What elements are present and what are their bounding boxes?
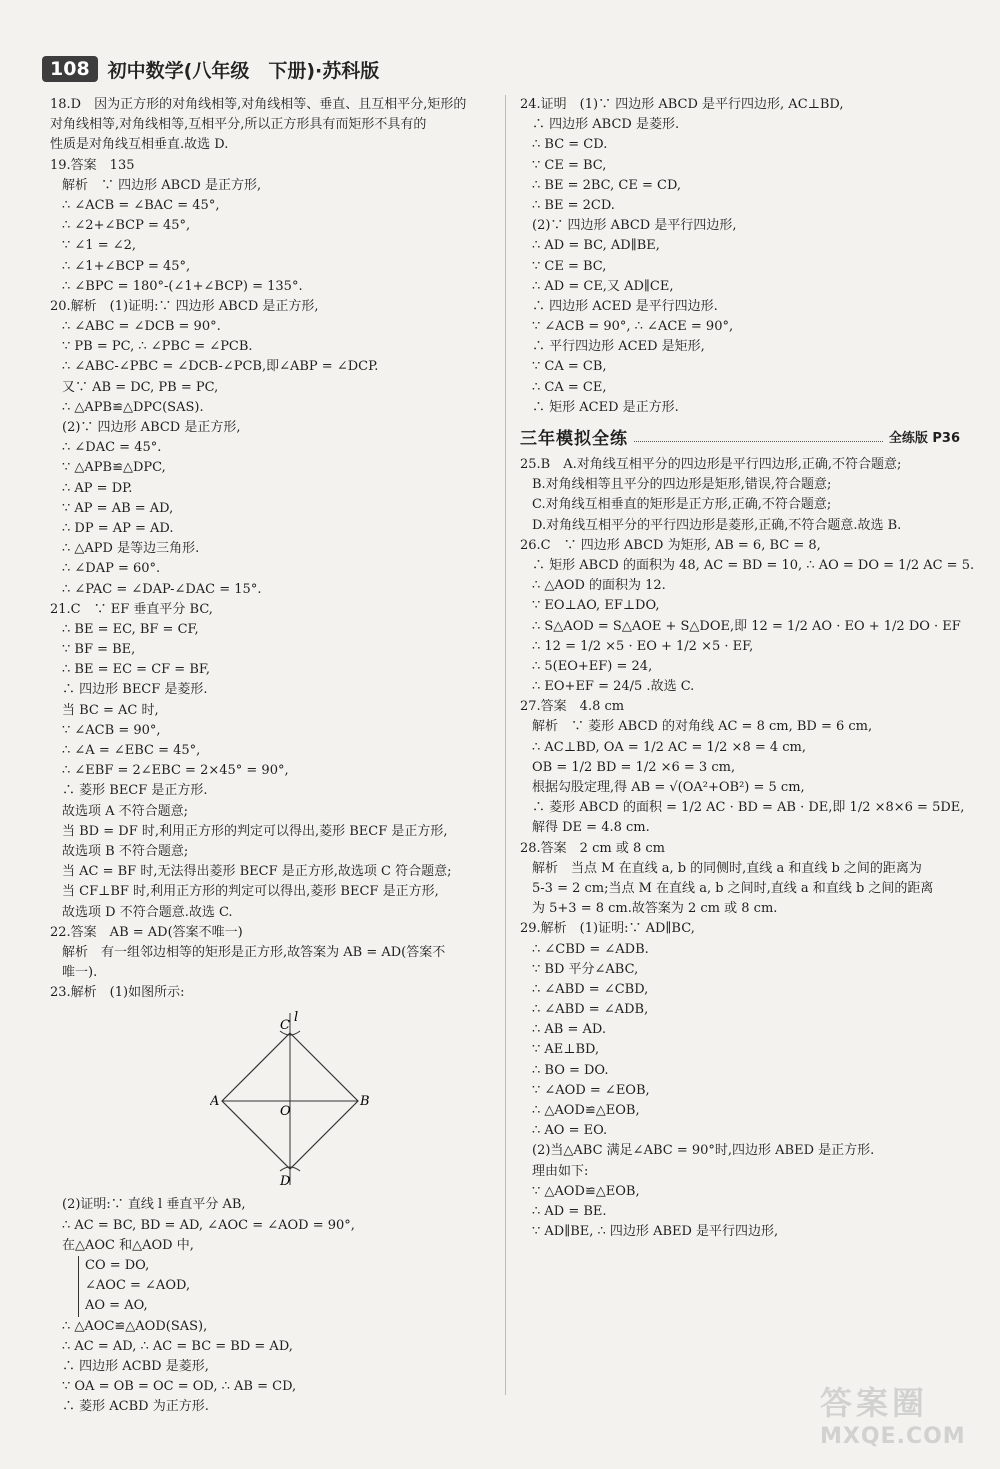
text-line: 24.证明 (1)∵ 四边形 ABCD 是平行四边形, AC⊥BD, xyxy=(520,97,844,112)
text-line: ∴ AD = CE,又 AD∥CE, xyxy=(532,278,674,294)
text-line: ∴ 12 = 1/2 ×5 · EO + 1/2 ×5 · EF, xyxy=(532,638,754,654)
section-leader-dots xyxy=(634,431,883,442)
right-text-block xyxy=(520,95,960,418)
text-line: ∴ 菱形 ACBD 为正方形. xyxy=(62,1399,209,1415)
text-line: ∴ ∠BPC = 180°-(∠1+∠BCP) = 135°. xyxy=(62,278,303,294)
text-line: ∴ CA = CE, xyxy=(532,379,607,395)
text-line: ∴ BC = CD. xyxy=(532,137,608,153)
text-line: 又∵ AB = DC, PB = PC, xyxy=(62,379,219,395)
text-line: (2)当△ABC 满足∠ABC = 90°时,四边形 ABED 是正方形. xyxy=(532,1143,875,1159)
text-line: ∴ ∠CBD = ∠ADB. xyxy=(532,941,649,957)
text-line: 20.解析 (1)证明:∵ 四边形 ABCD 是正方形, xyxy=(50,298,319,314)
text-line: ∴ ∠2+∠BCP = 45°, xyxy=(62,218,191,234)
text-line: OB = 1/2 BD = 1/2 ×6 = 3 cm, xyxy=(532,759,736,775)
text-line: ∴ 矩形 ACED 是正方形. xyxy=(532,399,679,415)
text-line: ∴ AC = BC, BD = AD, ∠AOC = ∠AOD = 90°, xyxy=(62,1217,355,1233)
text-line: ∴ BE = 2CD. xyxy=(532,197,615,213)
text-line: ∵ CE = BC, xyxy=(532,258,607,274)
text-line: (2)证明:∵ 直线 l 垂直平分 AB, xyxy=(62,1197,246,1213)
text-line: ∴ BE = EC = CF = BF, xyxy=(62,662,211,678)
text-line: ∴ AC⊥BD, OA = 1/2 AC = 1/2 ×8 = 4 cm, xyxy=(532,739,807,755)
text-line: ∴ ∠ACB = ∠BAC = 45°, xyxy=(62,197,220,213)
text-line: 解析 有一组邻边相等的矩形是正方形,故答案为 AB = AD(答案不 xyxy=(62,944,446,960)
text-line: ∴ △AOD 的面积为 12. xyxy=(532,578,666,594)
text-line: ∴ 四边形 BECF 是菱形. xyxy=(62,682,208,698)
text-line: ∵ ∠ACB = 90°, xyxy=(62,722,161,738)
text-line: ∴ 四边形 ABCD 是菱形. xyxy=(532,117,680,133)
text-line: ∴ ∠DAP = 60°. xyxy=(62,561,161,577)
text-line: 28.答案 2 cm 或 8 cm xyxy=(520,840,665,856)
text-line: ∴ BO = DO. xyxy=(532,1062,609,1078)
text-line: (2)∵ 四边形 ABCD 是正方形, xyxy=(62,420,241,435)
text-line: ∴ ∠ABC-∠PBC = ∠DCB-∠PCB,即∠ABP = ∠DCP. xyxy=(62,359,379,375)
text-line: 当 CF⊥BF 时,利用正方形的判定可以得出,菱形 BECF 是正方形, xyxy=(62,884,439,900)
text-line: 25.B A.对角线互相平分的四边形是平行四边形,正确,不符合题意; xyxy=(520,457,902,472)
text-line: 18.D 因为正方形的对角线相等,对角线相等、垂直、且互相平分,矩形的 xyxy=(50,97,467,112)
text-line: ∴ DP = AP = AD. xyxy=(62,520,174,536)
text-line: AO = AO, xyxy=(85,1298,148,1314)
text-line: CO = DO, xyxy=(85,1258,150,1273)
left-column xyxy=(50,95,495,1418)
text-line: 故选项 D 不符合题意.故选 C. xyxy=(62,904,233,920)
text-line: ∴ AB = AD. xyxy=(532,1022,606,1038)
text-line: ∴ △APD 是等边三角形. xyxy=(62,541,200,557)
watermark-bottom: MXQE.COM xyxy=(820,1424,966,1449)
label-a: A xyxy=(210,1094,220,1110)
text-line: 当 BD = DF 时,利用正方形的判定可以得出,菱形 BECF 是正方形, xyxy=(62,823,448,839)
label-l: l xyxy=(294,1010,299,1026)
text-line: 19.答案 135 xyxy=(50,157,135,173)
text-line: ∵ PB = PC, ∴ ∠PBC = ∠PCB. xyxy=(62,339,253,355)
text-line: ∵ △AOD≌△EOB, xyxy=(532,1183,640,1199)
text-line: ∵ ∠AOD = ∠EOB, xyxy=(532,1082,650,1098)
text-line: 27.答案 4.8 cm xyxy=(520,699,625,715)
text-line: B.对角线相等且平分的四边形是矩形,错误,符合题意; xyxy=(532,477,832,493)
watermark xyxy=(820,1378,990,1458)
text-line: ∵ BF = BE, xyxy=(62,642,136,658)
text-line: ∴ ∠1+∠BCP = 45°, xyxy=(62,258,191,274)
right-exercises-block xyxy=(520,455,975,1242)
text-line: ∴ BE = EC, BF = CF, xyxy=(62,621,199,637)
text-line: 解析 当点 M 在直线 a, b 的同侧时,直线 a 和直线 b 之间的距离为 xyxy=(532,860,922,876)
text-line: ∴ S△AOD = S△AOE + S△DOE,即 12 = 1/2 AO · EO + 1/2 DO · EF xyxy=(532,618,961,634)
text-line: 21.C ∵ EF 垂直平分 BC, xyxy=(50,601,213,617)
section-title: 三年模拟全练 xyxy=(520,429,628,449)
text-line: 22.答案 AB = AD(答案不唯一) xyxy=(50,924,243,940)
congruence-brace xyxy=(78,1256,495,1317)
text-line: ∴ △APB≌△DPC(SAS). xyxy=(62,399,204,415)
left-proof-block xyxy=(50,1195,495,1256)
label-c: C xyxy=(280,1018,290,1034)
left-text-block xyxy=(50,95,495,1003)
text-line: 解析 ∵ 四边形 ABCD 是正方形, xyxy=(62,177,262,193)
text-line: 26.C ∵ 四边形 ABCD 为矩形, AB = 6, BC = 8, xyxy=(520,537,821,553)
text-line: 5-3 = 2 cm;当点 M 在直线 a, b 之间时,直线 a 和直线 b 之间的距离 xyxy=(532,880,934,896)
text-line: 唯一). xyxy=(62,965,98,981)
column-divider xyxy=(505,95,506,1395)
text-line: ∵ AP = AB = AD, xyxy=(62,500,174,516)
text-line: 根据勾股定理,得 AB = √(OA²+OB²) = 5 cm, xyxy=(532,780,805,795)
section-header xyxy=(520,424,960,449)
text-line: ∴ 平行四边形 ACED 是矩形, xyxy=(532,339,705,355)
text-line: 故选项 B 不符合题意; xyxy=(62,843,189,859)
square-diagram xyxy=(210,1009,370,1189)
left-conclusion-block xyxy=(50,1317,495,1418)
text-line: ∴ AC = AD, ∴ AC = BC = BD = AD, xyxy=(62,1338,293,1354)
text-line: ∴ 菱形 ABCD 的面积 = 1/2 AC · BD = AB · DE,即 1/2 ×8×6 = 5DE, xyxy=(532,800,965,816)
text-line: ∴ △AOC≌△AOD(SAS), xyxy=(62,1318,208,1334)
page-number: 108 xyxy=(42,56,98,82)
text-line: ∴ ∠ABC = ∠DCB = 90°. xyxy=(62,319,221,335)
text-line: ∴ ∠A = ∠EBC = 45°, xyxy=(62,743,201,758)
text-line: ∵ ∠1 = ∠2, xyxy=(62,238,137,254)
text-line: ∴ AP = DP. xyxy=(62,480,133,496)
label-o: O xyxy=(280,1104,291,1120)
text-line: ∵ OA = OB = OC = OD, ∴ AB = CD, xyxy=(62,1379,297,1395)
text-line: ∴ ∠ABD = ∠CBD, xyxy=(532,981,649,997)
text-line: ∴ AD = BE. xyxy=(532,1203,607,1219)
text-line: ∴ BE = 2BC, CE = CD, xyxy=(532,177,682,193)
text-line: ∴ ∠EBF = 2∠EBC = 2×45° = 90°, xyxy=(62,763,289,779)
text-line: 解析 ∵ 菱形 ABCD 的对角线 AC = 8 cm, BD = 6 cm, xyxy=(532,719,873,735)
text-line: 29.解析 (1)证明:∵ AD∥BC, xyxy=(520,921,695,937)
text-line: C.对角线互相垂直的矩形是正方形,正确,不符合题意; xyxy=(532,497,832,513)
text-line: ∵ CA = CB, xyxy=(532,359,607,375)
text-line: ∵ AE⊥BD, xyxy=(532,1042,600,1058)
text-line: ∵ CE = BC, xyxy=(532,157,607,173)
text-line: 23.解析 (1)如图所示: xyxy=(50,985,185,1001)
text-line: 解得 DE = 4.8 cm. xyxy=(532,820,650,836)
text-line: D.对角线互相平分的平行四边形是菱形,正确,不符合题意.故选 B. xyxy=(532,517,902,533)
page-header xyxy=(42,52,379,86)
text-line: ∴ 四边形 ACED 是平行四边形. xyxy=(532,298,718,314)
text-line: ∵ AD∥BE, ∴ 四边形 ABED 是平行四边形, xyxy=(532,1224,779,1240)
text-line: ∴ ∠DAC = 45°. xyxy=(62,440,162,456)
text-line: 当 BC = AC 时, xyxy=(62,702,159,718)
text-line: ∴ 矩形 ABCD 的面积为 48, AC = BD = 10, ∴ AO = DO = 1/2 AC = 5. xyxy=(532,557,975,573)
text-line: ∴ 四边形 ACBD 是菱形, xyxy=(62,1358,209,1374)
watermark-top: 答案圈 xyxy=(820,1384,929,1422)
text-line: ∴ AD = BC, AD∥BE, xyxy=(532,238,660,254)
text-line: ∵ △APB≌△DPC, xyxy=(62,460,166,476)
book-title: 初中数学(八年级 下册)·苏科版 xyxy=(107,59,380,82)
text-line: ∴ 5(EO+EF) = 24, xyxy=(532,658,653,674)
text-line: ∴ EO+EF = 24/5 .故选 C. xyxy=(532,679,695,695)
text-line: ∴ ∠PAC = ∠DAP-∠DAC = 15°. xyxy=(62,581,262,597)
text-line: ∴ ∠ABD = ∠ADB, xyxy=(532,1002,649,1018)
text-line: 理由如下: xyxy=(532,1163,589,1179)
section-page-ref: 全练版 P36 xyxy=(888,431,960,446)
text-line: ∴ 菱形 BECF 是正方形. xyxy=(62,783,208,799)
text-line: 在△AOC 和△AOD 中, xyxy=(62,1237,194,1253)
text-line: 性质是对角线互相垂直.故选 D. xyxy=(50,137,229,153)
text-line: ∵ ∠ACB = 90°, ∴ ∠ACE = 90°, xyxy=(532,319,734,335)
label-d: D xyxy=(280,1174,291,1190)
text-line: (2)∵ 四边形 ABCD 是平行四边形, xyxy=(532,218,737,234)
text-line: ∵ BD 平分∠ABC, xyxy=(532,961,639,977)
text-line: 为 5+3 = 8 cm.故答案为 2 cm 或 8 cm. xyxy=(532,901,778,917)
text-line: ∠AOC = ∠AOD, xyxy=(85,1278,191,1294)
text-line: ∵ EO⊥AO, EF⊥DO, xyxy=(532,598,660,614)
text-line: ∴ AO = EO. xyxy=(532,1123,608,1139)
right-column xyxy=(520,95,975,1242)
label-b: B xyxy=(360,1094,370,1110)
text-line: ∴ △AOD≌△EOB, xyxy=(532,1103,640,1118)
text-line: 对角线相等,对角线相等,互相平分,所以正方形具有而矩形不具有的 xyxy=(50,117,427,133)
text-line: 故选项 A 不符合题意; xyxy=(62,803,189,819)
text-line: 当 AC = BF 时,无法得出菱形 BECF 是正方形,故选项 C 符合题意; xyxy=(62,864,452,880)
